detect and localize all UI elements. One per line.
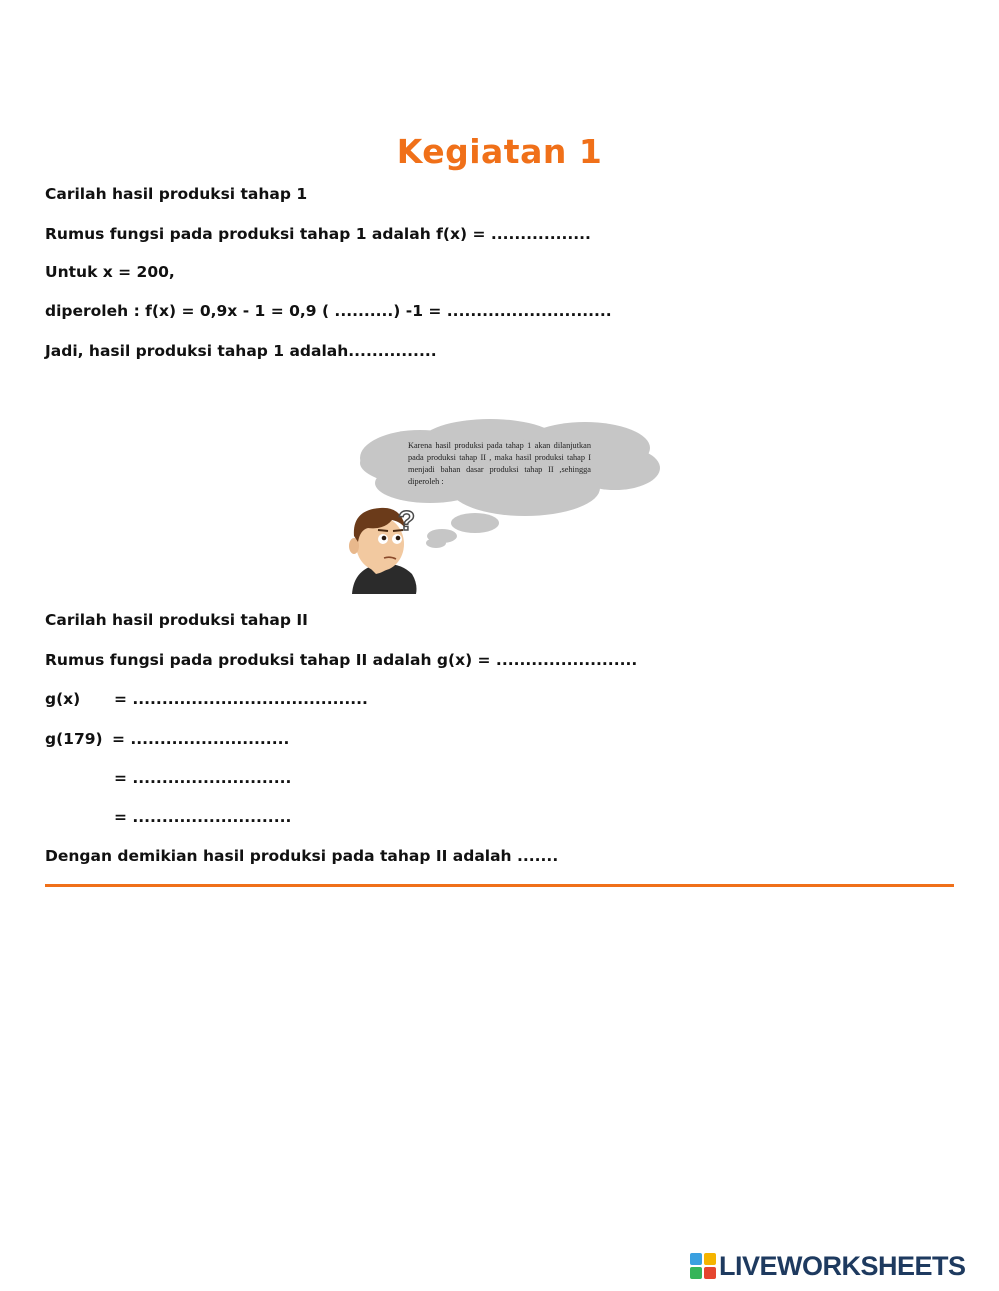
section1-heading: Carilah hasil produksi tahap 1 [45, 185, 308, 203]
section2-conclusion: Dengan demikian hasil produksi pada tahap II adalah ....... [45, 847, 559, 865]
gx-label: g(x) [45, 690, 81, 708]
brand-text: LIVEWORKSHEETS [719, 1250, 966, 1281]
g179-value: = ........................... [112, 730, 290, 748]
g179-step1: = ........................... [114, 769, 292, 787]
section1-diperoleh: diperoleh : f(x) = 0,9x - 1 = 0,9 ( ..........) -1 = ............................ [45, 302, 612, 320]
section-divider [45, 884, 954, 887]
section2-heading: Carilah hasil produksi tahap II [45, 611, 308, 629]
liveworksheets-logo-icon [690, 1253, 716, 1279]
section1-jadi: Jadi, hasil produksi tahap 1 adalah............... [45, 342, 437, 360]
page-title: Kegiatan 1 [396, 132, 603, 171]
thought-bubble-text: Karena hasil produksi pada tahap 1 akan dilanjutkan pada produksi tahap II , maka hasil produksi tahap I menjadi bahan dasar produksi tahap II ,sehingga diperoleh : [408, 441, 591, 486]
g179-label: g(179) [45, 730, 103, 748]
section2-rumus: Rumus fungsi pada produksi tahap II adalah g(x) = ........................ [45, 651, 638, 669]
gx-value: = ........................................ [114, 690, 368, 708]
svg-text:?: ? [398, 505, 416, 536]
brand-logo [690, 1250, 966, 1282]
section1-untuk: Untuk x = 200, [45, 263, 175, 281]
thinking-boy-icon [349, 505, 417, 594]
g179-step2: = ........................... [114, 808, 292, 826]
section1-rumus: Rumus fungsi pada produksi tahap 1 adalah f(x) = ................. [45, 225, 591, 243]
